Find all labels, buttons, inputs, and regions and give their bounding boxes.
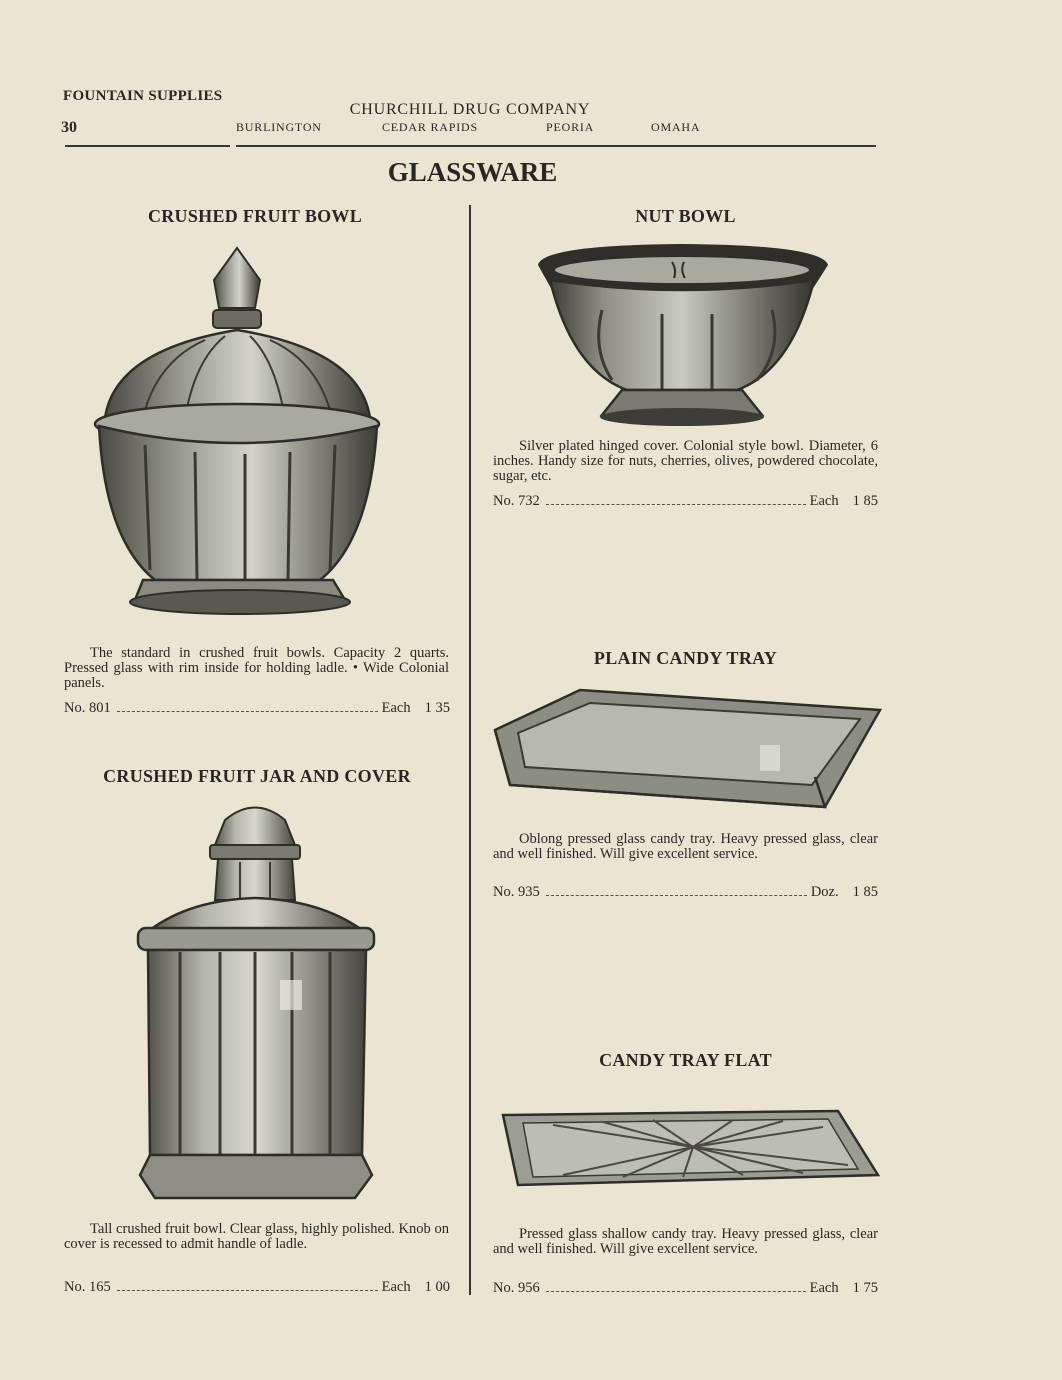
plain-candy-tray-unit: Doz. <box>810 884 839 900</box>
nut-bowl-unit: Each <box>809 493 839 509</box>
crushed-fruit-bowl-image <box>85 240 425 620</box>
plain-candy-tray-price: 1 85 <box>852 884 878 900</box>
company-name: CHURCHILL DRUG COMPANY <box>349 101 591 118</box>
candy-tray-flat-description: Pressed glass shallow candy tray. Heavy pressed glass, clear and well finished. Will give excellent service. <box>493 1226 878 1257</box>
plain-candy-tray-image <box>490 685 885 815</box>
crushed-fruit-bowl-price: 1 35 <box>424 700 450 716</box>
crushed-fruit-jar-description: Tall crushed fruit bowl. Clear glass, highly polished. Knob on cover is recessed to admit handle of ladle. <box>64 1221 449 1252</box>
plain-candy-tray-price-line <box>493 884 878 901</box>
crushed-fruit-bowl-title: CRUSHED FRUIT BOWL <box>147 206 363 226</box>
candy-tray-flat-price-line <box>493 1280 878 1297</box>
city-cedar-rapids: CEDAR RAPIDS <box>382 120 478 134</box>
crushed-fruit-bowl-price-line <box>64 700 450 717</box>
candy-tray-flat-unit: Each <box>809 1280 839 1296</box>
page-title: GLASSWARE <box>387 157 558 187</box>
column-divider <box>469 205 471 1295</box>
crushed-fruit-jar-price: 1 00 <box>424 1279 450 1295</box>
city-peoria: PEORIA <box>546 120 595 134</box>
candy-tray-flat-image <box>493 1105 883 1190</box>
price-leader <box>546 504 806 505</box>
header-rule-right <box>236 145 876 147</box>
crushed-fruit-jar-price-line <box>64 1279 450 1296</box>
candy-tray-flat-title: CANDY TRAY FLAT <box>599 1050 772 1070</box>
price-leader <box>117 1290 378 1291</box>
section-label: FOUNTAIN SUPPLIES <box>63 88 223 104</box>
nut-bowl-number: No. 732 <box>493 493 540 509</box>
nut-bowl-title: NUT BOWL <box>635 206 736 226</box>
page-number: 30 <box>61 119 77 136</box>
plain-candy-tray-description: Oblong pressed glass candy tray. Heavy pressed glass, clear and well finished. Will give excellent service. <box>493 831 878 862</box>
crushed-fruit-bowl-description: The standard in crushed fruit bowls. Capacity 2 quarts. Pressed glass with rim inside for holding ladle. • Wide Colonial panels. <box>64 645 449 691</box>
crushed-fruit-jar-number: No. 165 <box>64 1279 111 1295</box>
header-rule-left <box>65 145 230 147</box>
crushed-fruit-bowl-unit: Each <box>381 700 411 716</box>
crushed-fruit-jar-title: CRUSHED FRUIT JAR AND COVER <box>103 766 411 786</box>
crushed-fruit-jar-image <box>130 800 380 1205</box>
plain-candy-tray-title: PLAIN CANDY TRAY <box>593 648 778 668</box>
nut-bowl-price: 1 85 <box>852 493 878 509</box>
candy-tray-flat-number: No. 956 <box>493 1280 540 1296</box>
crushed-fruit-bowl-number: No. 801 <box>64 700 111 716</box>
crushed-fruit-jar-unit: Each <box>381 1279 411 1295</box>
candy-tray-flat-price: 1 75 <box>852 1280 878 1296</box>
nut-bowl-description: Silver plated hinged cover. Colonial style bowl. Diameter, 6 inches. Handy size for nuts, cherries, olives, powdered chocolate, sugar, etc. <box>493 438 878 484</box>
price-leader <box>546 1291 806 1292</box>
price-leader <box>117 711 378 712</box>
city-omaha: OMAHA <box>651 120 701 134</box>
city-burlington: BURLINGTON <box>236 120 322 134</box>
nut-bowl-price-line <box>493 493 878 510</box>
price-leader <box>546 895 807 896</box>
plain-candy-tray-number: No. 935 <box>493 884 540 900</box>
nut-bowl-image <box>532 240 832 430</box>
